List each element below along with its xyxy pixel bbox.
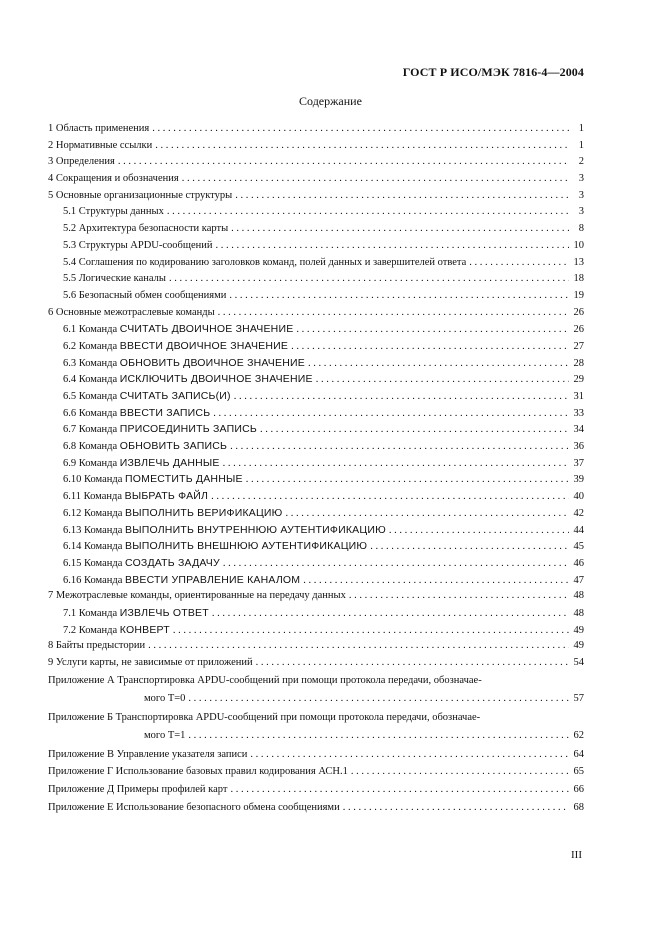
toc-entry-label: 4 Сокращения и обозначения: [48, 173, 179, 185]
toc-entry-page: 49: [573, 624, 584, 636]
toc-entry-prefix: 6.15 Команда: [63, 557, 123, 569]
dot-leader: [234, 389, 569, 406]
toc-entry-command-name: СОЗДАТЬ ЗАДАЧУ: [125, 556, 220, 569]
toc-entry-label: [63, 555, 220, 573]
toc-entry-page: 45: [573, 541, 584, 553]
toc-entry-page: 3: [578, 173, 584, 185]
toc-entry-page: 1: [578, 123, 584, 134]
toc-entry-command-name: ВЫБРАТЬ ФАЙЛ: [124, 490, 209, 503]
toc-entry-prefix: 6.12 Команда: [63, 507, 123, 519]
toc-entry-label: [63, 622, 170, 640]
toc-entry[interactable]: [48, 522, 584, 539]
toc-entry-command-name: ПОМЕСТИТЬ ДАННЫЕ: [125, 473, 243, 486]
toc-entry-prefix: 6.1 Команда: [63, 324, 118, 336]
toc-entry-page: 26: [573, 324, 584, 336]
toc-entry-prefix: 6.4 Команда: [63, 374, 118, 386]
toc-entry[interactable]: [48, 405, 584, 422]
toc-entry-prefix: 6.13 Команда: [63, 524, 123, 536]
toc-entry-page: 18: [573, 273, 584, 285]
toc-entry[interactable]: [48, 782, 584, 799]
toc-entry-page: 39: [573, 474, 584, 486]
toc-entry-page: 1: [578, 139, 584, 151]
toc-entry-page: 31: [573, 391, 584, 402]
toc-entry[interactable]: [48, 338, 584, 355]
toc-entry-page: 8: [578, 223, 584, 235]
toc-entry[interactable]: [48, 710, 584, 728]
toc-entry[interactable]: [48, 800, 584, 817]
toc-entry-prefix: 6.8 Команда: [63, 441, 118, 453]
dot-leader: [118, 154, 569, 171]
toc-entry-page: 2: [578, 156, 584, 168]
toc-entry[interactable]: [48, 638, 584, 655]
toc-entry-command-name: ИЗВЛЕЧЬ ДАННЫЕ: [119, 456, 220, 469]
document-standard-header: ГОСТ Р ИСО/МЭК 7816-4—2004: [402, 65, 584, 79]
toc-entry[interactable]: [48, 204, 584, 221]
dot-leader: [148, 638, 569, 655]
toc-entry-prefix: 6.16 Команда: [63, 574, 123, 586]
toc-entry[interactable]: [48, 121, 584, 138]
dot-leader: [351, 764, 569, 781]
toc-entry-page: 48: [573, 607, 584, 619]
toc-entry[interactable]: [48, 605, 584, 622]
dot-leader: [316, 372, 569, 389]
toc-entry-label: 2 Нормативные ссылки: [48, 139, 153, 151]
dot-leader: [469, 255, 569, 272]
toc-entry[interactable]: [48, 588, 584, 605]
toc-entry-prefix: 6.14 Команда: [63, 541, 123, 553]
dot-leader: [230, 782, 569, 799]
toc-entry-label: 5.3 Структуры APDU-сообщений: [63, 239, 213, 251]
toc-entry-label-continuation: мого Т=0: [144, 692, 186, 704]
toc-entry[interactable]: [48, 138, 584, 155]
page-number: III: [571, 849, 582, 861]
toc-entry-page: 26: [573, 306, 584, 318]
toc-entry-label: [63, 455, 220, 473]
toc-entry-label: 5.6 Безопасный обмен сообщениями: [63, 289, 227, 301]
toc-entry-label: 5.1 Структуры данных: [63, 206, 164, 218]
toc-entry[interactable]: [48, 764, 584, 781]
toc-entry-label: [63, 488, 208, 506]
toc-entry-label: [63, 538, 367, 556]
toc-entry-label: Приложение Г Использование базовых правил кодирования АСН.1: [48, 766, 348, 778]
toc-entry-label: 5.4 Соглашения по кодированию заголовков команд, полей данных и завершителей ответа: [63, 256, 467, 268]
dot-leader: [167, 204, 569, 221]
dot-leader: [152, 121, 569, 138]
toc-entry-page: 54: [573, 657, 584, 668]
toc-entry[interactable]: [48, 655, 584, 672]
toc-entry[interactable]: [48, 505, 584, 522]
toc-entry[interactable]: [48, 488, 584, 505]
toc-entry-page: 57: [573, 692, 584, 704]
toc-entry[interactable]: [48, 355, 584, 372]
toc-entry-page: 42: [573, 507, 584, 519]
dot-leader: [215, 238, 569, 255]
toc-entry-command-name: ВВЕСТИ ЗАПИСЬ: [119, 406, 211, 419]
toc-entry-label: 1 Область применения: [48, 123, 150, 134]
dot-leader: [308, 356, 569, 373]
toc-entry[interactable]: [48, 371, 584, 388]
toc-entry-label: 9 Услуги карты, не зависимые от приложений: [48, 657, 253, 668]
dot-leader: [370, 539, 569, 556]
dot-leader: [250, 747, 569, 764]
dot-leader: [182, 171, 569, 188]
toc-entry-page: 44: [573, 524, 584, 536]
toc-entry-command-name: ВВЕСТИ УПРАВЛЕНИЕ КАНАЛОМ: [125, 573, 301, 586]
toc-entry-page: 3: [578, 189, 584, 201]
toc-entry-label: 6 Основные межотраслевые команды: [48, 306, 215, 318]
toc-entry-command-name: ОБНОВИТЬ ДВОИЧНОЕ ЗНАЧЕНИЕ: [119, 356, 305, 369]
dot-leader: [229, 288, 569, 305]
toc-entry-page: 46: [573, 557, 584, 569]
toc-entry-label: 3 Определения: [48, 156, 115, 168]
toc-entry[interactable]: [48, 538, 584, 555]
dot-leader: [230, 439, 569, 456]
dot-leader: [389, 523, 569, 540]
toc-entry-label: [63, 505, 282, 523]
toc-entry-prefix: 6.10 Команда: [63, 474, 123, 486]
dot-leader: [349, 588, 569, 605]
dot-leader: [303, 573, 569, 590]
dot-leader: [188, 728, 569, 745]
toc-entry-prefix: 6.11 Команда: [63, 491, 122, 503]
toc-entry[interactable]: [48, 171, 584, 188]
toc-entry-page: 49: [573, 640, 584, 652]
toc-entry-page: 64: [573, 748, 584, 760]
toc-entry-page: 47: [573, 574, 584, 586]
toc-entry[interactable]: [48, 555, 584, 572]
dot-leader: [155, 138, 569, 155]
toc-entry-label: Приложение В Управление указателя записи: [48, 748, 248, 760]
toc-entry-page: 65: [573, 766, 584, 778]
dot-leader: [223, 556, 569, 573]
dot-leader: [231, 221, 569, 238]
toc-entry-label: [63, 388, 231, 406]
toc-entry[interactable]: [48, 471, 584, 488]
toc-entry-prefix: 6.2 Команда: [63, 340, 118, 352]
toc-entry-label: 5 Основные организационные структуры: [48, 189, 233, 201]
dot-leader: [213, 406, 569, 423]
toc-entry-page: 62: [573, 729, 584, 741]
toc-entry[interactable]: [48, 388, 584, 405]
toc-entry-label: [63, 471, 243, 489]
toc-entry-command-name: ОБНОВИТЬ ЗАПИСЬ: [119, 440, 228, 453]
toc-entry-command-name: ВЫПОЛНИТЬ ВНЕШНЮЮ АУТЕНТИФИКАЦИЮ: [125, 540, 368, 553]
toc-entry-label: [63, 421, 257, 439]
dot-leader: [169, 271, 569, 288]
toc-entry-page: 13: [573, 256, 584, 268]
toc-entry-command-name: ВВЕСТИ ДВОИЧНОЕ ЗНАЧЕНИЕ: [119, 339, 289, 352]
toc-entry[interactable]: [48, 321, 584, 338]
dot-leader: [256, 655, 569, 672]
toc-entry-label: 5.5 Логические каналы: [63, 273, 166, 285]
dot-leader: [291, 339, 569, 356]
toc-entry[interactable]: [48, 438, 584, 455]
toc-entry-page: 3: [578, 206, 584, 218]
toc-entry-label: 7 Межотраслевые команды, ориентированные на передачу данных: [48, 590, 346, 602]
toc-entry-continuation[interactable]: [48, 691, 584, 709]
toc-entry-page: 34: [573, 424, 584, 436]
page-title: Содержание: [299, 94, 362, 108]
toc-entry-command-name: ВЫПОЛНИТЬ ВНУТРЕННЮЮ АУТЕНТИФИКАЦИЮ: [125, 523, 386, 536]
toc-entry-page: 10: [573, 239, 584, 251]
toc-entry-label: Приложение Б Транспортировка APDU-сообщений при помощи протокола передачи, обозначае-: [48, 711, 481, 723]
toc-entry[interactable]: [48, 673, 584, 691]
toc-entry[interactable]: [48, 221, 584, 238]
toc-entry-label: 5.2 Архитектура безопасности карты: [63, 223, 229, 235]
dot-leader: [173, 623, 569, 640]
toc-entry-label: [63, 371, 313, 389]
toc-entry-label: [63, 321, 293, 339]
toc-entry[interactable]: [48, 255, 584, 272]
toc-entry-command-name: ВЫПОЛНИТЬ ВЕРИФИКАЦИЮ: [125, 506, 283, 519]
toc-entry[interactable]: [48, 572, 584, 589]
toc-entry-page: 37: [573, 457, 584, 469]
toc-entry-page: 48: [573, 590, 584, 602]
toc-entry-prefix: 7.2 Команда: [63, 624, 118, 636]
toc-entry-command-name: ИСКЛЮЧИТЬ ДВОИЧНОЕ ЗНАЧЕНИЕ: [119, 373, 313, 386]
toc-entry-page: 29: [573, 374, 584, 386]
toc-entry-command-name: КОНВЕРТ: [119, 623, 170, 636]
toc-entry-page: 68: [573, 801, 584, 813]
toc-entry-prefix: 6.5 Команда: [63, 391, 118, 402]
toc-entry-page: 66: [573, 784, 584, 796]
toc-entry-label: 8 Байты предыстории: [48, 640, 146, 652]
toc-entry-label: Приложение Д Примеры профилей карт: [48, 784, 228, 796]
toc-entry-label: Приложение А Транспортировка APDU-сообщений при помощи протокола передачи, обозначае-: [48, 674, 482, 686]
toc-entry[interactable]: [48, 421, 584, 438]
toc-entry-label: [63, 355, 305, 373]
toc-entry-prefix: 6.7 Команда: [63, 424, 118, 436]
toc-entry[interactable]: [48, 238, 584, 255]
toc-entry-prefix: 6.3 Команда: [63, 357, 118, 369]
toc-entry-label: Приложение Е Использование безопасного обмена сообщениями: [48, 801, 340, 813]
toc-entry-label: [63, 405, 210, 423]
toc-entry-prefix: 6.9 Команда: [63, 457, 118, 469]
dot-leader: [211, 489, 569, 506]
toc-entry-label: [63, 522, 386, 540]
toc-entry-page: 36: [573, 441, 584, 453]
toc-entry-prefix: 7.1 Команда: [63, 607, 118, 619]
toc-entry-command-name: СЧИТАТЬ ЗАПИСЬ(И): [119, 390, 231, 402]
toc-entry[interactable]: [48, 747, 584, 764]
toc-entry[interactable]: [48, 271, 584, 288]
table-of-contents: [48, 121, 584, 816]
toc-entry-page: 27: [573, 340, 584, 352]
dot-leader: [235, 188, 569, 205]
dot-leader: [343, 800, 569, 817]
toc-entry[interactable]: [48, 622, 584, 639]
dot-leader: [212, 606, 569, 623]
toc-entry[interactable]: [48, 154, 584, 171]
toc-entry-prefix: 6.6 Команда: [63, 407, 118, 419]
dot-leader: [246, 472, 569, 489]
dot-leader: [296, 322, 569, 339]
toc-entry[interactable]: [48, 288, 584, 305]
toc-entry-page: 28: [573, 357, 584, 369]
toc-entry-page: 33: [573, 407, 584, 419]
toc-entry-command-name: ПРИСОЕДИНИТЬ ЗАПИСЬ: [119, 423, 257, 436]
dot-leader: [260, 422, 569, 439]
toc-entry-continuation[interactable]: [48, 728, 584, 746]
dot-leader: [188, 691, 569, 708]
toc-entry-command-name: СЧИТАТЬ ДВОИЧНОЕ ЗНАЧЕНИЕ: [119, 323, 294, 336]
toc-entry[interactable]: [48, 188, 584, 205]
toc-entry-label: [63, 572, 300, 590]
toc-entry-page: 19: [573, 289, 584, 301]
dot-leader: [218, 305, 569, 322]
dot-leader: [285, 506, 569, 523]
toc-entry[interactable]: [48, 305, 584, 322]
toc-entry[interactable]: [48, 455, 584, 472]
dot-leader: [223, 456, 569, 473]
toc-entry-label: [63, 438, 227, 456]
toc-entry-label: [63, 338, 288, 356]
toc-entry-command-name: ИЗВЛЕЧЬ ОТВЕТ: [119, 606, 209, 619]
toc-entry-label: [63, 605, 209, 623]
toc-entry-label-continuation: мого Т=1: [144, 729, 186, 741]
toc-entry-page: 40: [573, 491, 584, 503]
